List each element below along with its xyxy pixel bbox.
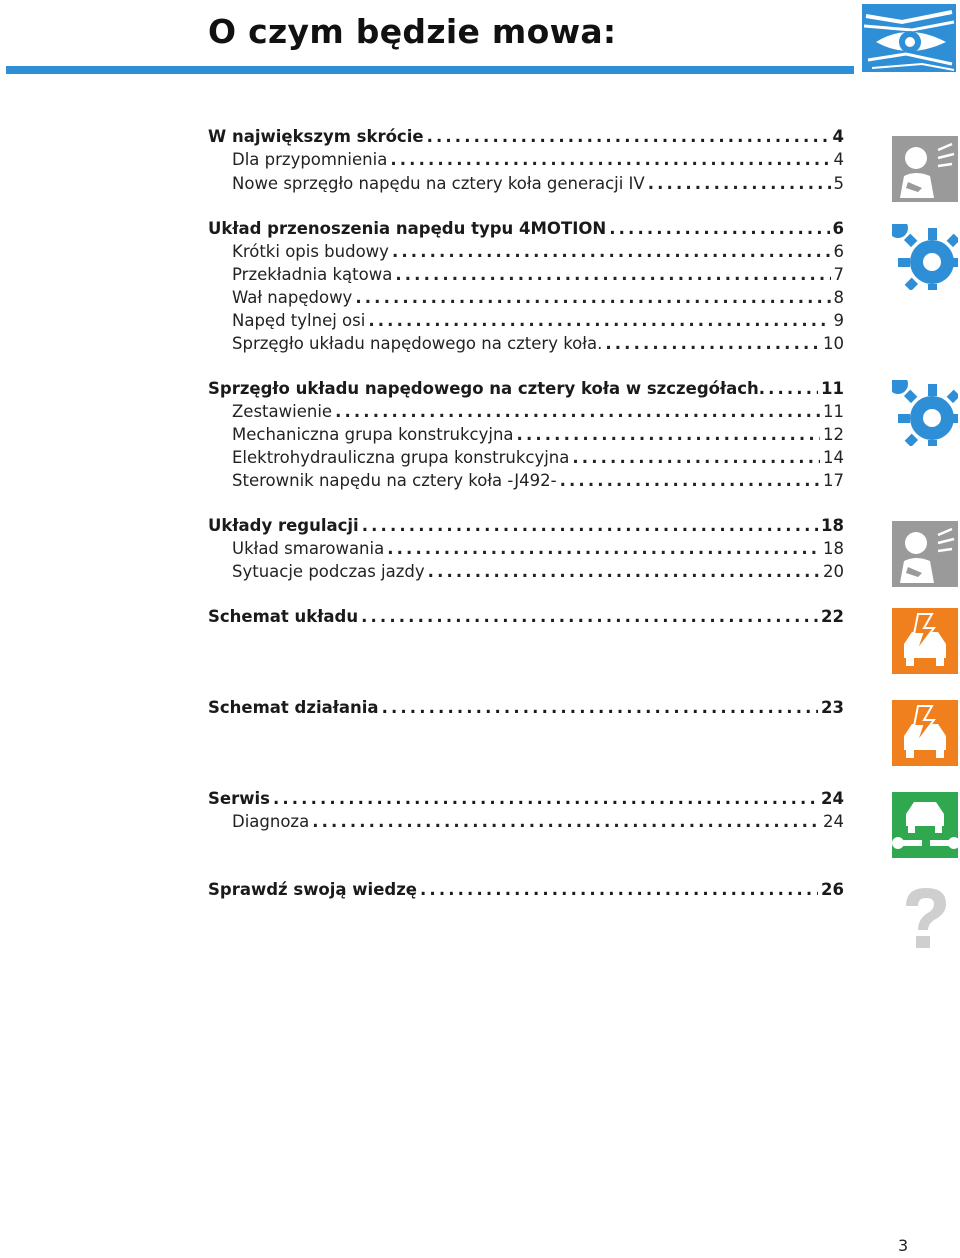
toc-entry[interactable]	[232, 424, 844, 446]
toc-entry[interactable]	[208, 515, 844, 537]
toc-entry-page: 11	[823, 402, 844, 421]
toc-entry[interactable]	[232, 310, 844, 332]
toc-entry[interactable]	[232, 811, 844, 833]
toc-leader	[572, 447, 820, 469]
toc-entry[interactable]	[208, 697, 844, 719]
toc-entry-page: 7	[833, 265, 844, 284]
toc-entry-page: 9	[833, 311, 844, 330]
toc-leader	[368, 310, 830, 332]
toc-entry-label: Sprzęgło układu napędowego na cztery koła w szczegółach.	[208, 379, 766, 398]
toc-entry[interactable]	[232, 149, 844, 171]
toc-entry-label: Sterownik napędu na cztery koła -J492-	[232, 471, 557, 490]
toc-entry-page: 24	[823, 812, 844, 831]
toc-entry-label: Dla przypomnienia	[232, 150, 388, 169]
toc-leader	[648, 173, 831, 195]
toc-entry-label: Układ smarowania	[232, 539, 385, 558]
toc-entry-label: Schemat działania	[208, 698, 379, 717]
toc-entry[interactable]	[232, 173, 844, 195]
toc-entry[interactable]	[232, 561, 844, 583]
toc-leader	[387, 538, 820, 560]
toc-entry-label: Sytuacje podczas jazdy	[232, 562, 425, 581]
toc-entry-label: Mechaniczna grupa konstrukcyjna	[232, 425, 514, 444]
toc-entry-label: Nowe sprzęgło napędu na cztery koła generacji IV	[232, 174, 645, 193]
toc-leader	[390, 149, 830, 171]
toc-leader	[392, 241, 831, 263]
toc-entry-page: 12	[823, 425, 844, 444]
toc-leader	[395, 264, 830, 286]
toc-leader	[517, 424, 820, 446]
toc-leader	[609, 218, 829, 240]
tab-car-electric-icon[interactable]	[892, 700, 958, 766]
toc-leader	[335, 401, 820, 423]
toc-entry-label: Diagnoza	[232, 812, 310, 831]
toc-entry-page: 10	[823, 334, 844, 353]
toc-entry-label: Układy regulacji	[208, 516, 359, 535]
toc-entry-label: Wał napędowy	[232, 288, 353, 307]
toc-entry[interactable]	[208, 218, 844, 240]
toc-leader	[382, 697, 818, 719]
toc-entry-label: W największym skrócie	[208, 127, 424, 146]
toc-entry-page: 24	[821, 789, 844, 808]
toc-entry-page: 5	[833, 174, 844, 193]
toc-entry-page: 18	[823, 539, 844, 558]
tab-car-electric-icon[interactable]	[892, 608, 958, 674]
toc-entry[interactable]	[232, 538, 844, 560]
toc-entry[interactable]	[208, 378, 844, 400]
title-rule	[6, 66, 854, 74]
tab-question-icon[interactable]	[892, 884, 958, 950]
toc-leader	[428, 561, 820, 583]
page-title: O czym będzie mowa:	[208, 12, 617, 51]
tab-gear-icon[interactable]	[892, 224, 958, 290]
toc-entry-page: 20	[823, 562, 844, 581]
toc-entry-page: 22	[821, 607, 844, 626]
toc-entry-page: 6	[833, 242, 844, 261]
toc-leader	[560, 470, 820, 492]
toc-entry[interactable]	[208, 126, 844, 148]
toc-leader	[605, 333, 820, 355]
toc-entry[interactable]	[232, 264, 844, 286]
toc-entry-label: Sprzęgło układu napędowego na cztery koła.	[232, 334, 603, 353]
tab-gear-icon[interactable]	[892, 380, 958, 446]
toc-entry-page: 23	[821, 698, 844, 717]
eye-logo-icon	[862, 4, 956, 72]
toc-leader	[361, 606, 818, 628]
tab-person-pointing-icon[interactable]	[892, 136, 958, 202]
toc-entry-page: 6	[832, 219, 844, 238]
toc-entry-page: 17	[823, 471, 844, 490]
tab-person-pointing-icon[interactable]	[892, 521, 958, 587]
toc-leader	[420, 879, 818, 901]
toc-entry-label: Zestawienie	[232, 402, 333, 421]
toc-entry[interactable]	[232, 470, 844, 492]
toc-entry-label: Układ przenoszenia napędu typu 4MOTION	[208, 219, 607, 238]
toc-entry[interactable]	[232, 333, 844, 355]
toc-entry-page: 4	[833, 150, 844, 169]
page-number: 3	[898, 1236, 909, 1255]
toc-entry-page: 26	[821, 880, 844, 899]
toc-entry-page: 14	[823, 448, 844, 467]
toc-leader	[362, 515, 818, 537]
toc-leader	[312, 811, 820, 833]
toc-leader	[355, 287, 830, 309]
toc-entry-label: Przekładnia kątowa	[232, 265, 393, 284]
toc-entry-label: Serwis	[208, 789, 270, 808]
toc-entry-label: Schemat układu	[208, 607, 359, 626]
toc-entry[interactable]	[208, 606, 844, 628]
toc-entry[interactable]	[232, 241, 844, 263]
toc-entry-label: Napęd tylnej osi	[232, 311, 366, 330]
toc-entry-page: 8	[833, 288, 844, 307]
toc-leader	[273, 788, 818, 810]
toc-entry[interactable]	[208, 879, 844, 901]
toc-entry-label: Krótki opis budowy	[232, 242, 389, 261]
toc-entry-page: 11	[821, 379, 844, 398]
toc-entry[interactable]	[208, 788, 844, 810]
toc-entry-page: 18	[821, 516, 844, 535]
toc-entry-page: 4	[832, 127, 844, 146]
toc-leader	[768, 378, 818, 400]
toc-entry[interactable]	[232, 401, 844, 423]
toc-entry-label: Sprawdź swoją wiedzę	[208, 880, 417, 899]
toc-leader	[427, 126, 830, 148]
tab-car-service-icon[interactable]	[892, 792, 958, 858]
toc-entry[interactable]	[232, 447, 844, 469]
toc-entry[interactable]	[232, 287, 844, 309]
toc-entry-label: Elektrohydrauliczna grupa konstrukcyjna	[232, 448, 570, 467]
